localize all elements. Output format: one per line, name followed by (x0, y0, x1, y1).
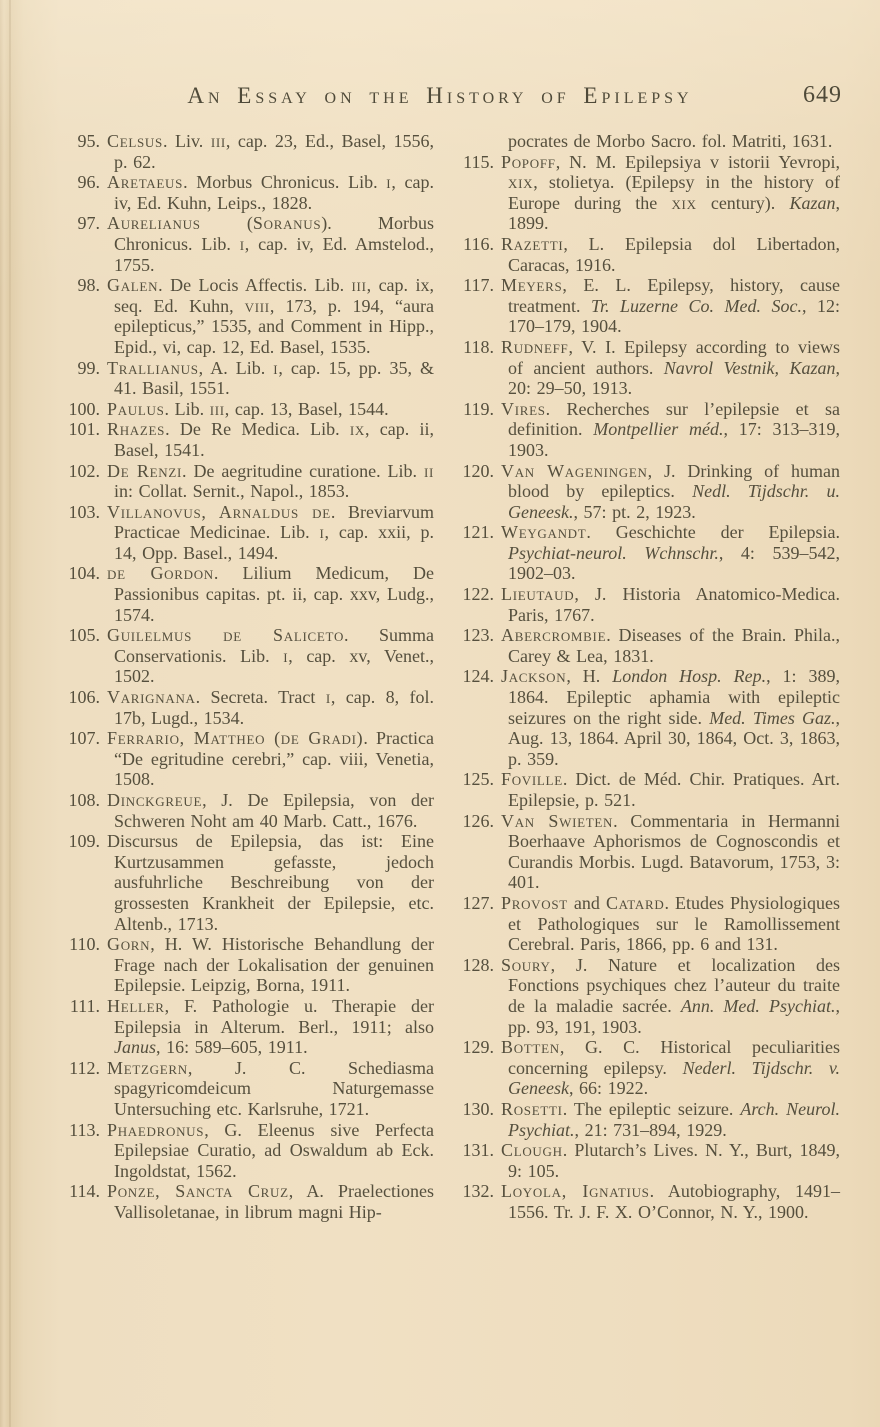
reference-text: . Liv. (162, 131, 211, 151)
journal-title: Psychiat-neurol. Wchnschr. (508, 542, 719, 563)
author-name: i (386, 172, 392, 193)
author-name: Rudneff (501, 336, 569, 357)
reference-text: , J. Historia Anatomico-Medica. Paris, 1767. (508, 584, 840, 625)
reference-text: , pp. 93, 191, 1903. (508, 995, 840, 1037)
reference-text: , cap. 23, Ed., Basel, 1556, p. 62. (114, 131, 434, 172)
reference-text: . Autobiography, 1491–1556. Tr. J. F. X. O’Connor, N. Y., 1900. (508, 1181, 841, 1222)
reference-text: . Diseases of the Brain. Phila., Carey & Lea, 1831. (508, 625, 840, 666)
journal-title: Tr. Luzerne Co. Med. Soc. (590, 295, 802, 316)
reference-entry (452, 625, 840, 666)
reference-number: 127. (462, 892, 494, 913)
reference-entry (58, 502, 434, 564)
reference-text: , cap. xxii, p. 14, Opp. Basel., 1494. (114, 522, 434, 563)
author-name: de Gordon (107, 563, 214, 584)
author-name: Clough (501, 1140, 563, 1161)
reference-text: , 20: 29–50, 1913. (508, 357, 840, 399)
author-name: Villanovus, Arnaldus de (107, 501, 331, 522)
author-name: Lieutaud (501, 584, 575, 605)
reference-text: in: Collat. Sernit., Napol., 1853. (114, 481, 350, 502)
reference-number: 107. (68, 728, 100, 749)
author-name: Botten (501, 1037, 560, 1058)
reference-text: , cap. iv, Ed. Kuhn, Leips., 1828. (114, 172, 434, 213)
reference-text: . Summa Conservationis. Lib. (114, 625, 434, 666)
reference-entry (58, 934, 434, 996)
reference-number: 106. (68, 687, 100, 708)
author-name: Catard (605, 892, 665, 913)
author-name: Paulus (107, 398, 165, 419)
reference-text: , Aug. 13, 1864. April 30, 1864, Oct. 3, 1863, p. 359. (508, 707, 840, 769)
reference-text: , cap. 8, fol. 17b, Lugd., 1534. (114, 687, 435, 728)
author-name: Phaedronus (107, 1119, 205, 1140)
reference-number: 121. (462, 522, 494, 543)
author-name: iii (210, 131, 226, 151)
reference-text: , L. Epilepsia dol Libertadon, Caracas, 1916. (508, 233, 840, 275)
reference-number: 102. (68, 460, 100, 481)
reference-text: . Dict. de Méd. Chir. Pratiques. Art. Epilepsie, p. 521. (508, 769, 840, 810)
journal-title: Janus (114, 1037, 156, 1058)
reference-text: . Secreta. Tract (195, 687, 326, 708)
reference-entry (58, 419, 434, 460)
reference-text: , J. C. Schediasma spagyricomdeicum Naturgemasse Untersuching etc. Karlsruhe, 1721. (114, 1057, 434, 1119)
author-name: Rosetti (501, 1098, 563, 1119)
reference-text: , cap. ii, Basel, 1541. (114, 419, 435, 460)
bibliography-column-right (452, 131, 840, 1222)
reference-entry (58, 358, 434, 399)
author-name: i (273, 357, 279, 378)
reference-number: 129. (462, 1037, 494, 1058)
reference-entry (58, 728, 434, 790)
reference-text: century). (696, 192, 790, 213)
reference-number: 125. (462, 769, 494, 790)
journal-title: Nedl. Tijdschr. u. Geneesk. (508, 481, 840, 522)
page-number: 649 (803, 82, 842, 108)
reference-entry (58, 1181, 434, 1222)
reference-number: 97. (77, 213, 100, 234)
author-name: Rhazes (107, 419, 166, 440)
author-name: Razetti (501, 233, 564, 254)
author-name: i (325, 687, 331, 708)
journal-title: Nederl. Tijdschr. v. Geneesk (508, 1057, 840, 1099)
reference-text: , 57: pt. 2, 1923. (573, 501, 696, 522)
reference-text: , 17: 313–319, 1903. (508, 419, 840, 460)
journal-title: Navrol Vestnik, Kazan (663, 357, 836, 378)
journal-title: Ann. Med. Psychiat. (680, 995, 836, 1016)
reference-number: 114. (69, 1181, 100, 1202)
reference-text: , J. Nature et localization des Fonctions psychiques chez l’auteur du traite de la maladie sacrée. (508, 954, 840, 1016)
author-name: Dinckgreue (107, 790, 203, 810)
reference-entry (452, 337, 840, 399)
reference-number: 117. (463, 275, 494, 296)
reference-text: , 12: 170–179, 1904. (508, 295, 840, 337)
reference-number: 120. (462, 460, 494, 481)
reference-entry (452, 152, 840, 234)
bibliography-column-left (58, 131, 434, 1222)
reference-number: 98. (77, 275, 100, 296)
author-name: Loyola, Ignatius (501, 1181, 650, 1202)
reference-number: 115. (463, 151, 494, 172)
author-name: Van Wageningen (501, 460, 648, 481)
author-name: Gorn (107, 934, 151, 955)
reference-text: , 21: 731–894, 1929. (574, 1119, 727, 1140)
reference-text: . De aegritudine curatione. Lib. (182, 460, 424, 481)
reference-number: 123. (462, 625, 494, 646)
author-name: Vires (501, 398, 546, 419)
reference-text: ( (200, 213, 253, 234)
reference-text: . Commentaria in Hermanni Boerhaave Aphorismos de Cognoscondis et Curandis Morbis. Lugd. Batavorum, 1753, 3: 401. (508, 810, 840, 893)
reference-text: pocrates de Morbo Sacro. fol. Matriti, 1631. (508, 131, 833, 151)
author-name: Metzgern (107, 1057, 188, 1078)
reference-entry (452, 275, 840, 337)
reference-entry (58, 399, 434, 420)
reference-text: . Breviarvum Practicae Medicinae. Lib. (114, 501, 434, 543)
reference-entry (452, 955, 840, 1037)
reference-entry (452, 1099, 840, 1140)
reference-entry (452, 893, 840, 955)
reference-text: , G. C. Historical peculiarities concerning epilepsy. (508, 1037, 840, 1078)
reference-entry (58, 275, 434, 357)
reference-number: 112. (69, 1057, 100, 1078)
reference-text: , cap. iv, Ed. Amstelod., 1755. (114, 233, 434, 275)
reference-text: , H. W. Historische Behandlung der Frage nach der Lokalisation der genuinen Epilepsie. Leipzig, Borna, 1911. (114, 934, 434, 996)
reference-text: , 16: 589–605, 1911. (156, 1037, 308, 1058)
reference-text: Discursus de Epilepsia, das ist: Eine Kurtzusammen gefasste, jedoch ausfuhrliche Beschreibung von der grossesten Krankheit der Epilepsie, etc. Altenb., 1713. (107, 831, 434, 934)
reference-text: , A. Praelectiones Vallisoletanae, in librum magni Hip- (114, 1181, 434, 1222)
reference-text: , 173, p. 194, “aura epilepticus,” 1535, and Comment in Hipp., Epid., vi, cap. 12, Ed. Basel, 1535. (114, 295, 434, 357)
reference-text: , 66: 1922. (568, 1078, 649, 1099)
author-name: Provost (501, 892, 568, 913)
author-name: Heller (107, 995, 165, 1016)
author-name: Celsus (107, 131, 163, 151)
reference-number: 130. (462, 1098, 494, 1119)
reference-text: . Etudes Physiologiques et Pathologiques sur le Ramollissement Cerebral. Paris, 1866, pp. 6 and 131. (508, 892, 840, 955)
author-name: iii (209, 398, 225, 419)
reference-number: 113. (69, 1119, 100, 1140)
journal-title: Arch. Neurol. Psychiat. (508, 1098, 841, 1140)
reference-text: , J. Drinking of human blood by epileptics. (508, 460, 840, 502)
reference-entry (452, 584, 840, 625)
author-name: Galen (107, 275, 159, 296)
reference-number: 110. (69, 934, 100, 955)
reference-entry (58, 1058, 434, 1120)
reference-text: , H. (566, 666, 613, 687)
author-name: viii (244, 295, 270, 316)
reference-entry (452, 811, 840, 893)
reference-text: , N. M. Epilepsiya v istorii Yevropi, (555, 151, 840, 172)
reference-number: 111. (69, 995, 100, 1016)
reference-continuation (452, 131, 840, 152)
reference-number: 104. (68, 563, 100, 584)
author-name: ix (349, 419, 365, 440)
reference-text: , stolietya. (Epilepsy in the history of Europe during the (508, 172, 840, 213)
journal-title: London Hosp. Rep. (612, 666, 767, 687)
reference-text: , 1: 389, 1864. Epileptic aphamia with epileptic seizures on the right side. (508, 666, 840, 728)
author-name: xix (508, 172, 534, 193)
reference-entry (452, 522, 840, 584)
author-name: iii (351, 275, 367, 296)
author-name: i (283, 645, 289, 666)
reference-number: 122. (462, 584, 494, 605)
author-name: i (239, 233, 245, 254)
journal-title: Kazan (789, 192, 836, 213)
reference-entry (58, 131, 434, 172)
reference-entry (452, 461, 840, 523)
reference-entry (58, 687, 434, 728)
journal-title: Med. Times Gaz. (709, 707, 836, 728)
reference-number: 132. (462, 1181, 494, 1202)
reference-text: . Lib. (164, 398, 210, 419)
journal-title: Montpellier méd. (593, 419, 724, 440)
reference-text: , 4: 539–542, 1902–03. (508, 542, 840, 584)
reference-text: . Plutarch’s Lives. N. Y., Burt, 1849, 9: 105. (508, 1140, 840, 1181)
reference-number: 124. (462, 666, 494, 687)
reference-entry (58, 213, 434, 275)
reference-text: , cap. xv, Venet., 1502. (114, 645, 434, 687)
author-name: Abercrombie (501, 625, 607, 646)
reference-entry (452, 1181, 840, 1222)
reference-number: 105. (68, 625, 100, 646)
reference-number: 126. (462, 810, 494, 831)
reference-number: 108. (68, 790, 100, 810)
reference-entry (58, 172, 434, 213)
reference-number: 118. (463, 336, 494, 357)
author-name: Jackson (501, 666, 567, 687)
reference-text: , cap. 13, Basel, 1544. (224, 398, 389, 419)
reference-entry (58, 461, 434, 502)
author-name: Weygandt (501, 522, 587, 543)
author-name: Varignana (107, 687, 196, 708)
reference-entry (58, 563, 434, 625)
reference-entry (58, 831, 434, 934)
reference-number: 119. (463, 398, 494, 419)
author-name: Aretaeus (107, 172, 184, 193)
author-name: Ferrario, Mattheo (de Gradi) (107, 728, 364, 749)
reference-text: and (567, 892, 606, 913)
reference-text: , F. Pathologie u. Therapie der Epilepsia in Alterum. Berl., 1911; also (114, 995, 434, 1037)
reference-text: , V. I. Epilepsy according to views of ancient authors. (508, 336, 840, 378)
reference-entry (58, 996, 434, 1058)
reference-entry (452, 666, 840, 769)
author-name: Ponze, Sancta Cruz (107, 1181, 289, 1202)
reference-text: . Practica “De egritudine cerebri,” cap. viii, Venetia, 1508. (114, 728, 435, 790)
reference-text: , cap. 15, pp. 35, & 41. Basil, 1551. (114, 357, 434, 399)
reference-number: 96. (77, 172, 100, 193)
reference-number: 99. (77, 357, 100, 378)
author-name: Van Swieten (501, 810, 614, 831)
reference-text: , 1899. (508, 192, 840, 234)
reference-text: , cap. ix, seq. Ed. Kuhn, (114, 275, 434, 316)
page-edge-crease (9, 0, 11, 1427)
author-name: De Renzi (107, 460, 183, 481)
reference-text: . The epileptic seizure. (562, 1098, 741, 1119)
author-name: Trallianus (107, 357, 199, 378)
author-name: Popoff (501, 151, 556, 172)
author-name: Meyers (501, 275, 563, 296)
reference-text: . De Re Medica. Lib. (165, 419, 350, 440)
reference-text: . Recherches sur l’epilepsie et sa definition. (508, 398, 840, 440)
author-name: ii (423, 460, 434, 481)
author-name: xix (671, 192, 697, 213)
reference-number: 109. (68, 831, 100, 852)
reference-number: 103. (68, 501, 100, 522)
author-name: Soranus (252, 213, 322, 234)
author-name: Foville (501, 769, 563, 790)
reference-text: . Morbus Chronicus. Lib. (183, 172, 387, 193)
reference-text: . Geschichte der Epilepsia. (586, 522, 840, 543)
reference-number: 116. (463, 233, 494, 254)
reference-number: 95. (77, 131, 100, 151)
reference-number: 101. (68, 419, 100, 440)
reference-text: , A. Lib. (198, 357, 274, 378)
reference-number: 100. (68, 398, 100, 419)
reference-entry (452, 399, 840, 461)
author-name: Soury (501, 954, 551, 975)
running-head-title: An Essay on the History of Epilepsy (187, 83, 693, 108)
reference-text: . Lilium Medicum, De Passionibus capitas. pt. ii, cap. xxv, Ludg., 1574. (114, 563, 435, 625)
author-name: Aurelianus (107, 213, 201, 234)
reference-number: 128. (462, 954, 494, 975)
reference-text: . De Locis Affectis. Lib. (158, 275, 352, 296)
reference-text: , E. L. Epilepsy, history, cause treatment. (508, 275, 840, 316)
reference-entry (452, 1037, 840, 1099)
reference-text: , G. Eleenus sive Perfecta Epilepsiae Curatio, ad Oswaldum ab Eck. Ingoldstat, 1562. (114, 1119, 434, 1181)
author-name: Guilelmus de Saliceto (107, 625, 345, 646)
reference-text: ). Morbus Chronicus. Lib. (114, 213, 435, 254)
reference-entry (452, 1140, 840, 1181)
reference-number: 131. (462, 1140, 494, 1161)
reference-entry (452, 234, 840, 275)
reference-entry (58, 1120, 434, 1182)
author-name: i (319, 522, 325, 543)
reference-entry (58, 625, 434, 687)
reference-entry (58, 790, 434, 831)
reference-text: , J. De Epilepsia, von der Schweren Noht am 40 Marb. Catt., 1676. (114, 790, 434, 831)
reference-entry (452, 769, 840, 810)
